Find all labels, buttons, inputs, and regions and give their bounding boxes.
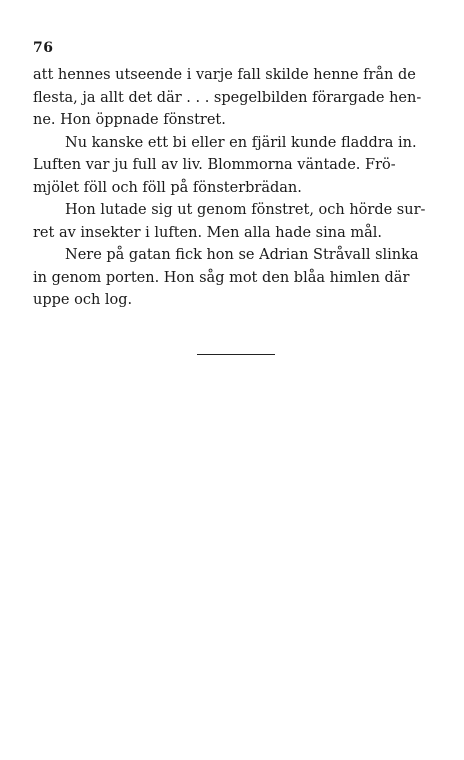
text-line: Nere på gatan fick hon se Adrian Stråvall slinka bbox=[65, 247, 419, 263]
text-line: in genom porten. Hon såg mot den blåa himlen där bbox=[33, 269, 410, 286]
text-line: Luften var ju full av liv. Blommorna väntade. Frö- bbox=[33, 157, 396, 173]
text-line: att hennes utseende i varje fall skilde henne från de bbox=[33, 67, 416, 83]
text-line: mjölet föll och föll på fönsterbrädan. bbox=[33, 179, 302, 196]
text-line: uppe och log. bbox=[33, 292, 133, 308]
paragraph-1 bbox=[33, 64, 441, 132]
text-line: Hon lutade sig ut genom fönstret, och hörde sur- bbox=[65, 202, 426, 218]
text-line: flesta, ja allt det där . . . spegelbilden förargade hen- bbox=[33, 89, 422, 106]
paragraph-3 bbox=[33, 199, 441, 244]
paragraph-4 bbox=[33, 244, 441, 312]
text-line: Nu kanske ett bi eller en fjäril kunde fladdra in. bbox=[65, 134, 417, 151]
paragraph-2 bbox=[33, 132, 441, 200]
section-divider bbox=[197, 354, 275, 355]
page-number: 76 bbox=[33, 40, 54, 56]
text-line: ne. Hon öppnade fönstret. bbox=[33, 112, 226, 128]
body-text bbox=[33, 64, 441, 312]
text-line: ret av insekter i luften. Men alla hade sina mål. bbox=[33, 224, 382, 241]
